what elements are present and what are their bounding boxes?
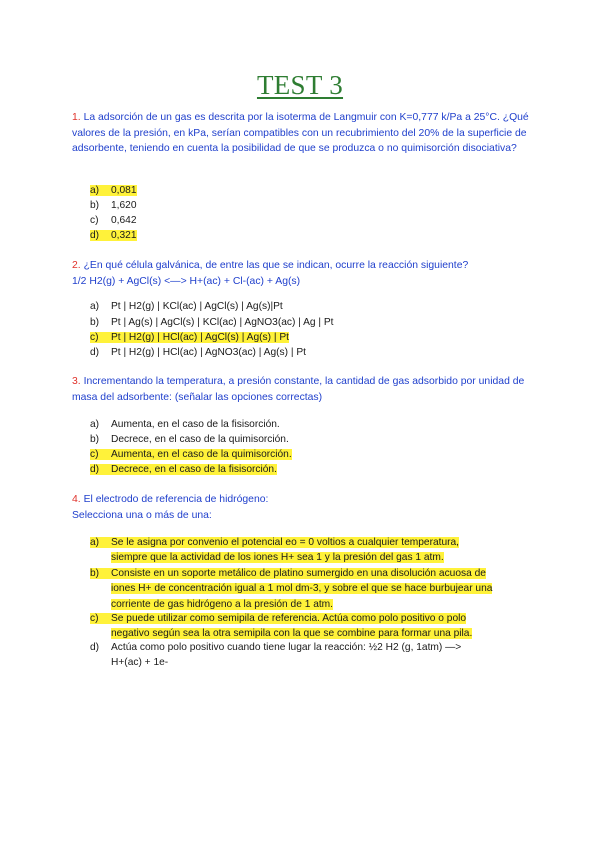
option-1d[interactable]: d) 0,321	[90, 230, 137, 241]
option-1b[interactable]: b) 1,620	[90, 200, 137, 211]
question-number: 3.	[72, 376, 81, 387]
question-number: 4.	[72, 494, 81, 505]
question-text: ¿En qué célula galvánica, de entre las que se indican, ocurre la reacción siguiente?	[83, 260, 469, 271]
document-title: TEST 3	[256, 70, 344, 100]
option-3a[interactable]: a) Aumenta, en el caso de la fisisorción.	[90, 419, 280, 430]
question-number: 2.	[72, 260, 81, 271]
option-1c[interactable]: c) 0,642	[90, 215, 137, 226]
option-2b[interactable]: b) Pt | Ag(s) | AgCl(s) | KCl(ac) | AgNO3(ac) | Ag | Pt	[90, 317, 334, 328]
question-text: Incrementando la temperatura, a presión constante, la cantidad de gas adsorbido por unidad de masa del adsorbente: (señalar las opciones correctas)	[72, 376, 525, 403]
question-text: El electrodo de referencia de hidrógeno:	[83, 494, 269, 505]
question-2	[72, 258, 530, 289]
question-text: La adsorción de un gas es descrita por la isoterma de Langmuir con K=0,777 k/Pa a 25°C. ¿Qué valores de la presión, en kPa, serían compatibles con un recubrimiento del 20% de la superficie de adsorbente, teniendo en cuenta la posibilidad de que se produzca o no quimisorción disociativa?	[72, 112, 529, 154]
option-3b[interactable]: b) Decrece, en el caso de la quimisorción.	[90, 434, 289, 445]
question-3	[72, 374, 530, 405]
option-3d[interactable]: d) Decrece, en el caso de la fisisorción.	[90, 464, 277, 475]
question-1	[72, 110, 530, 157]
question-number: 1.	[72, 112, 81, 123]
option-4a[interactable]: a) Se le asigna por convenio el potencial eo = 0 voltios a cualquier temperatura, siempre que la actividad de los iones H+ sea 1 y la presión del gas 1 atm.	[90, 537, 460, 564]
question-reaction: 1/2 H2(g) + AgCl(s) <—> H+(ac) + Cl-(ac) + Ag(s)	[72, 275, 301, 287]
option-3c[interactable]: c) Aumenta, en el caso de la quimisorción.	[90, 449, 292, 460]
option-4c[interactable]: c) Se puede utilizar como semipila de referencia. Actúa como polo positivo o polo negativo según sea la otra semipila con la que se combine para formar una pila.	[90, 613, 473, 640]
option-2a[interactable]: a) Pt | H2(g) | KCl(ac) | AgCl(s) | Ag(s)|Pt	[90, 301, 283, 312]
option-4d[interactable]: d) Actúa como polo positivo cuando tiene lugar la reacción: ½2 H2 (g, 1atm) —> H+(ac) + 1e-	[90, 642, 462, 669]
question-instruction: Selecciona una o más de una:	[72, 509, 212, 521]
option-2c[interactable]: c) Pt | H2(g) | HCl(ac) | AgCl(s) | Ag(s) | Pt	[90, 332, 289, 343]
question-4	[72, 492, 530, 523]
option-2d[interactable]: d) Pt | H2(g) | HCl(ac) | AgNO3(ac) | Ag(s) | Pt	[90, 347, 306, 358]
option-1a[interactable]: a) 0,081	[90, 185, 137, 196]
option-4b[interactable]: b) Consiste en un soporte metálico de platino sumergido en una disolución acuosa de iones H+ de concentración igual a 1 mol dm-3, y sobre el que se hace burbujear una corriente de gas hidrógeno a la presión de 1 atm.	[90, 568, 493, 610]
